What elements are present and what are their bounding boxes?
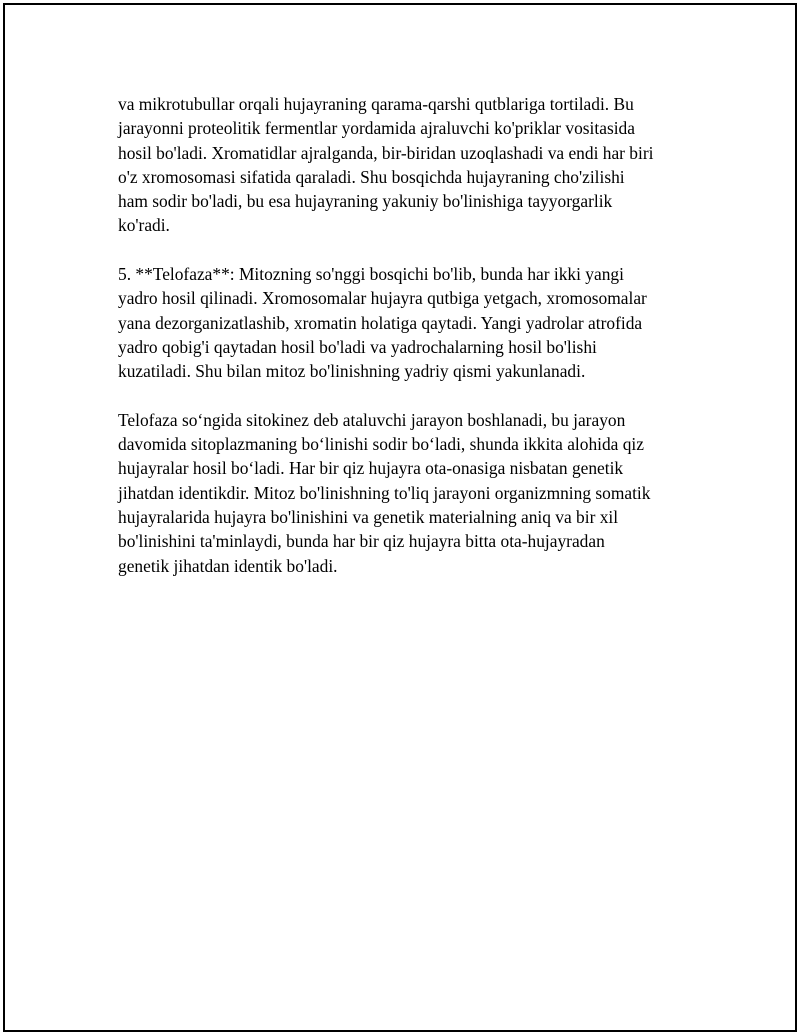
paragraph-anaphase-continuation: va mikrotubullar orqali hujayraning qarama-qarshi qutblariga tortiladi. Bu jarayonni proteolitik fermentlar yordamida ajraluvchi ko'priklar vositasida hosil bo'ladi. Xromatidlar ajralganda, bir-biridan uzoqlashadi va endi har biri o'z xromosomasi sifatida qaraladi. Shu bosqichda hujayraning cho'zilishi ham sodir bo'ladi, bu esa hujayraning yakuniy bo'linishiga tayyorgarlik ko'radi. (118, 94, 654, 236)
paragraph-telophase: 5. **Telofaza**: Mitozning so'nggi bosqichi bo'lib, bunda har ikki yangi yadro hosil qilinadi. Xromosomalar hujayra qutbiga yetgach, xromosomalar yana dezorganizatlashib, xromatin holatiga qaytadi. Yangi yadrolar atrofida yadro qobig'i qaytadan hosil bo'ladi va yadrochalarning hosil bo'lishi kuzatiladi. Shu bilan mitoz bo'linishning yadriy qismi yakunlanadi. (118, 264, 647, 382)
document-body (118, 92, 698, 602)
paragraph-cytokinesis: Telofaza so‘ngida sitokinez deb ataluvchi jarayon boshlanadi, bu jarayon davomida sitoplazmaning bo‘linishi sodir bo‘ladi, shunda ikkita alohida qiz hujayralar hosil bo‘ladi. Har bir qiz hujayra ota-onasiga nisbatan genetik jihatdan identikdir. Mitoz bo'linishning to'liq jarayoni organizmning somatik hujayralarida hujayra bo'linishini va genetik materialning aniq va bir xil bo'linishini ta'minlaydi, bunda har bir qiz hujayra bitta ota-hujayradan genetik jihatdan identik bo'ladi. (118, 409, 651, 576)
